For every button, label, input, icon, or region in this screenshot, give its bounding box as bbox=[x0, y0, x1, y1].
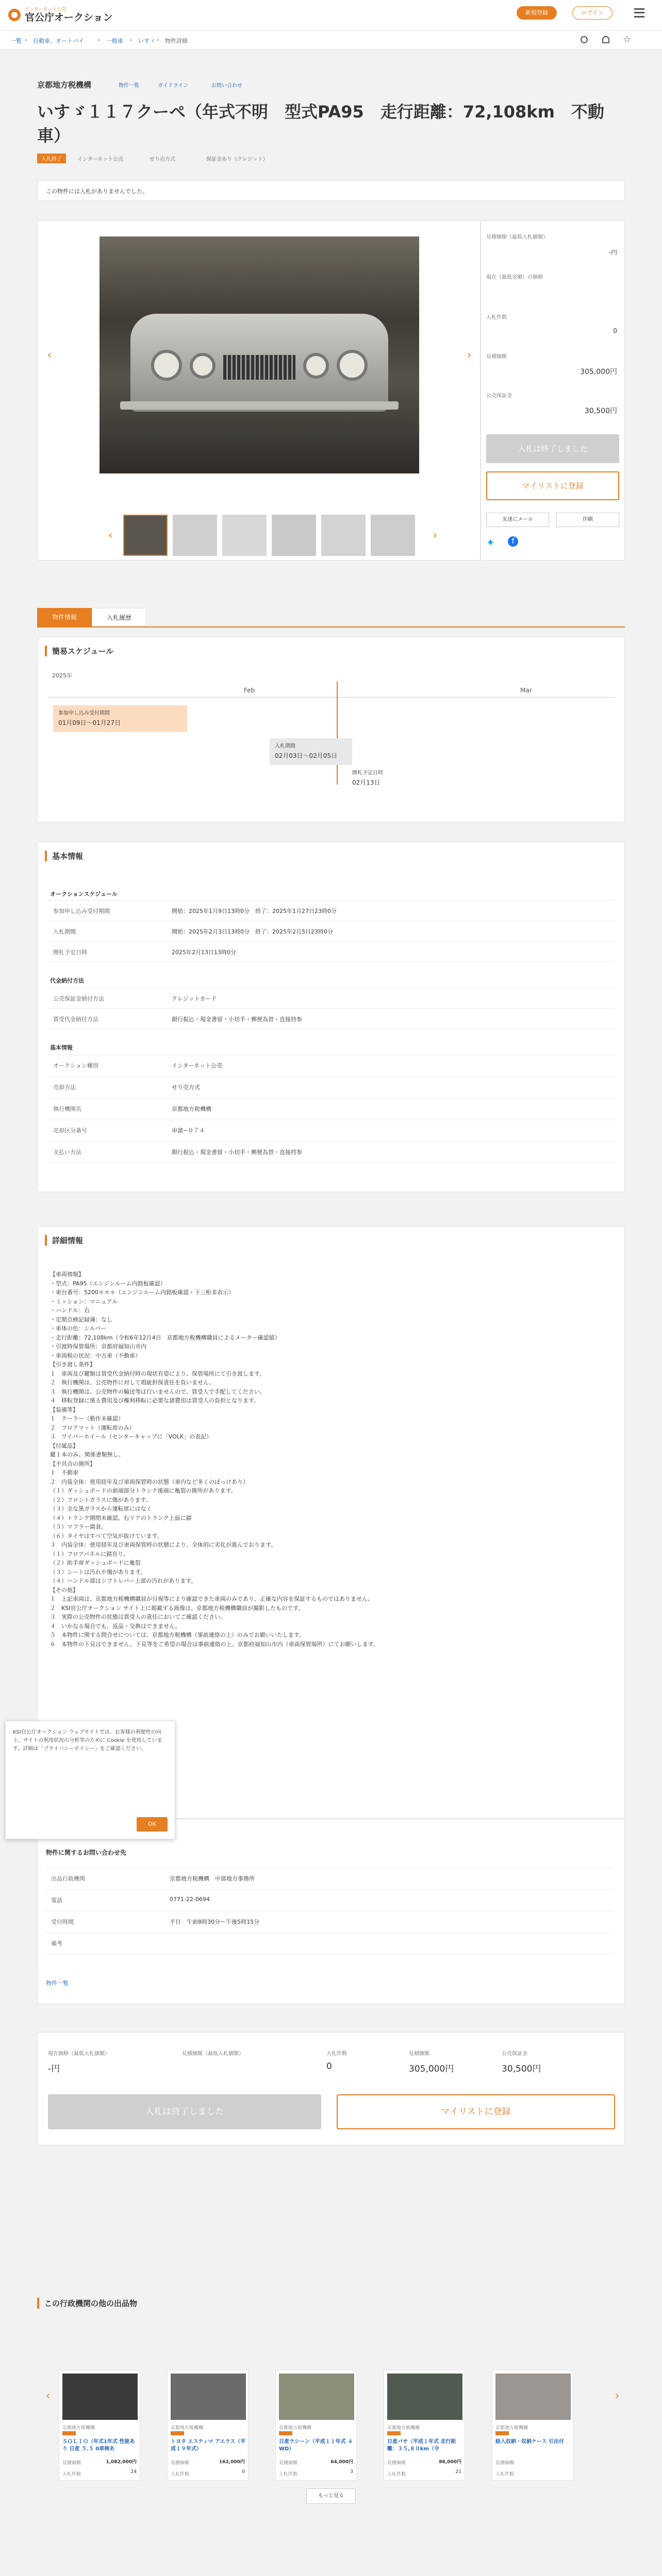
detail-line: ２ フロアマット（運転席のみ） bbox=[50, 1424, 135, 1431]
cookie-text: KSI官公庁オークション ウェブサイトでは、お客様の利便性の向上、サイトの利用状況の分析等のために Cookie を使用しています。詳細は「プライバシーポリシー」をご確認ください。 bbox=[13, 1730, 162, 1752]
product-price-value: 1,082,000円 bbox=[106, 2460, 137, 2465]
product-title[interactable]: ＳＯＬＩＯ（年式1年式 性能あり 日産 ５.５ 0車検あ bbox=[62, 2439, 135, 2452]
org-link-list[interactable]: 物件一覧 bbox=[119, 83, 139, 89]
detail-line: １ クーラー（動作未確認） bbox=[50, 1415, 124, 1422]
product-price-value: 64,000円 bbox=[330, 2460, 353, 2465]
product-price-value: 162,000円 bbox=[219, 2460, 245, 2465]
contact-section bbox=[37, 1819, 625, 2004]
mail-friend-button[interactable]: 友達にメール bbox=[486, 513, 549, 527]
product-bids-label: 入札件数 bbox=[62, 2472, 81, 2477]
site-logo[interactable] bbox=[8, 7, 113, 23]
table-row: 出品行政機関 京都地方税機構 中部地方事務所 bbox=[46, 1868, 613, 1889]
basic-sub-basic: 基本情報 bbox=[50, 1044, 73, 1051]
detail-line: ６ 本物件の下見はできません。下見等をご希望の場合は事前連絡の上、京都府福知山市内（車両保管場所）にてお願いします。 bbox=[50, 1640, 379, 1648]
schedule-event-open: 開札予定日時 02月13日 bbox=[352, 770, 383, 786]
basic-info-section bbox=[37, 842, 625, 1192]
detail-line: 【車両情報】 bbox=[50, 1271, 84, 1278]
star-icon[interactable]: ☆ bbox=[623, 34, 632, 45]
product-card[interactable] bbox=[384, 2370, 465, 2481]
price-note: 現在（最低金額）の価格 bbox=[486, 275, 543, 280]
table-row: 開札予定日時 2025年2月13日13時0分 bbox=[48, 941, 615, 962]
detail-line: （２）フロントガラスに傷があります。 bbox=[50, 1496, 152, 1503]
gallery-prev-arrow[interactable]: ‹ bbox=[47, 349, 52, 362]
cookie-ok-button[interactable]: OK bbox=[137, 1817, 168, 1832]
product-bids-label: 入札件数 bbox=[279, 2472, 298, 2477]
product-price-label: 見積価額 bbox=[495, 2461, 515, 2466]
bottom-start-label: 見積価額（最低入札価額） bbox=[182, 2051, 244, 2057]
detail-line: ・定期点検記録簿：なし bbox=[50, 1316, 112, 1323]
detail-line: ・車体の色：シルバー bbox=[50, 1325, 106, 1332]
other-items-title: この行政機関の他の出品物 bbox=[37, 2298, 137, 2309]
detail-line: （１）ダッシュボードの前端部分トランク後端に亀裂の箇所があります。 bbox=[50, 1487, 237, 1494]
product-title[interactable]: 日産ラシーン（平成１１年式 ４WD） bbox=[279, 2439, 353, 2452]
breadcrumb-3[interactable]: いすゞ bbox=[138, 38, 155, 44]
main-photo[interactable] bbox=[100, 236, 419, 473]
thumb-3[interactable] bbox=[222, 515, 267, 556]
detail-line: （２）助手席ダッシュボードに亀裂 bbox=[50, 1560, 141, 1566]
current-price-value: -円 bbox=[608, 249, 617, 256]
table-row: 備考 bbox=[46, 1933, 613, 1954]
product-bids-value: 24 bbox=[130, 2469, 137, 2475]
table-row: 執行機関名 京都地方税機構 bbox=[48, 1098, 615, 1120]
bottom-mylist-button[interactable]: マイリストに登録 bbox=[337, 2094, 615, 2129]
detail-line: ・型式：PA95（エンジンルーム内銘板確認） bbox=[50, 1280, 166, 1287]
product-image[interactable] bbox=[387, 2374, 462, 2420]
detail-line: ２ KSI官公庁オークション サイト上に掲載する画像は、京都地方税機構職員が撮影したものです。 bbox=[50, 1604, 304, 1612]
thumb-6[interactable] bbox=[371, 515, 415, 556]
schedule-year: 2025年 bbox=[52, 672, 72, 679]
cookie-banner bbox=[5, 1721, 175, 1839]
bottom-bids-label: 入札件数 bbox=[326, 2051, 347, 2057]
contact-title: 物件に関するお問い合わせ先 bbox=[46, 1849, 127, 1856]
schedule-section bbox=[37, 637, 625, 822]
product-badge bbox=[279, 2431, 292, 2435]
tag-internet: インターネット公売 bbox=[77, 157, 124, 162]
product-bids-value: 3 bbox=[350, 2469, 353, 2475]
schedule-month-feb: Feb bbox=[244, 687, 255, 694]
detail-line: ３ 実際の公売物件の状態は買受人の責任においてご確認ください。 bbox=[50, 1614, 226, 1620]
estimate-value: 305,000円 bbox=[580, 368, 617, 376]
mylist-button[interactable]: マイリストに登録 bbox=[486, 471, 619, 500]
detail-line: １ 上記車両は、京都地方税機構職員が目視等により確認できた車両のみであり、正確な内容を保証するものではありません。 bbox=[50, 1596, 374, 1602]
item-title: いすゞ１１７クーペ（年式不明 型式PA95 走行距離：72,108km 不動車） bbox=[37, 102, 604, 145]
org-link-guide[interactable]: ガイドライン bbox=[158, 83, 189, 89]
detail-line: ・車台番号：5200＊＊＊（エンジンルーム内銘板確認・下三桁非表示） bbox=[50, 1289, 235, 1296]
product-org: 京都地方税機構 bbox=[279, 2426, 312, 2431]
detail-line: （４）トランク開閉未確認。右リアのトランク上面に錆 bbox=[50, 1514, 192, 1521]
bottom-current-value: -円 bbox=[48, 2064, 60, 2074]
breadcrumb-2[interactable]: 一般車 bbox=[106, 38, 123, 44]
product-card[interactable] bbox=[275, 2370, 357, 2481]
detail-line: ４ 移転登録に係る費用及び権利移転に必要な諸費用は買受人の負担となります。 bbox=[50, 1397, 260, 1404]
back-to-list-link[interactable]: 物件一覧 bbox=[46, 1980, 69, 1987]
detail-line: （５）マフラー腐食。 bbox=[50, 1523, 107, 1530]
product-image[interactable] bbox=[279, 2374, 354, 2420]
thumb-4[interactable] bbox=[272, 515, 316, 556]
table-row: 参加申し込み受付期間 開始：2025年1月9日13時0分 終了：2025年1月27日23時0分 bbox=[48, 900, 615, 921]
product-bids-label: 入札件数 bbox=[387, 2472, 406, 2477]
detail-body bbox=[50, 1270, 612, 1649]
thumb-2[interactable] bbox=[173, 515, 217, 556]
product-card[interactable] bbox=[59, 2370, 140, 2481]
tab-bid-history[interactable]: 入札履歴 bbox=[92, 608, 146, 626]
twitter-icon[interactable]: ✦ bbox=[486, 536, 495, 549]
start-price-label: 見積価額（最低入札価額） bbox=[486, 234, 548, 240]
facebook-icon[interactable]: f bbox=[508, 536, 518, 547]
product-card[interactable] bbox=[492, 2370, 573, 2481]
other-next-arrow[interactable]: › bbox=[615, 2389, 620, 2402]
price-panel bbox=[481, 221, 625, 561]
detail-line: ４ いかなる場合でも、返品・交換はできません。 bbox=[50, 1622, 181, 1630]
detail-line: ５ 本物件に関する問合せについては、京都地方税機構（事前連絡の上）のみでお願いいたします。 bbox=[50, 1632, 305, 1638]
table-row: 支払い方法 銀行振込・現金書留・小切手・郵便為替・直接持参 bbox=[48, 1141, 615, 1163]
table-row: 売却方法 せり売方式 bbox=[48, 1076, 615, 1098]
site-header bbox=[0, 0, 662, 31]
tab-underline bbox=[37, 626, 625, 628]
no-bid-notice: この物件には入札がありませんでした。 bbox=[37, 180, 625, 201]
bottom-current-label: 現在価格（最低入札価額） bbox=[48, 2051, 110, 2057]
detail-line: 鍵１本のみ。関係書類無し。 bbox=[50, 1451, 124, 1458]
product-badge bbox=[495, 2431, 509, 2435]
login-button[interactable]: ログイン bbox=[572, 6, 613, 20]
menu-icon[interactable] bbox=[634, 8, 644, 18]
detail-line: 【装備等】 bbox=[50, 1406, 78, 1413]
org-name[interactable]: 京都地方税機構 bbox=[37, 80, 92, 90]
bottom-bid-ended-button[interactable]: 入札は終了しました bbox=[48, 2094, 321, 2129]
product-image[interactable] bbox=[171, 2374, 246, 2420]
bottom-deposit-value: 30,500円 bbox=[502, 2064, 541, 2074]
product-badge bbox=[62, 2431, 76, 2435]
detail-line: ・走行距離：72,108km（令和6年12月4日 京都地方税機構職員によるメーター確認値） bbox=[50, 1334, 280, 1341]
basic-sub-payment: 代金納付方法 bbox=[50, 977, 84, 984]
detail-line: （３）シートは汚れや傷があります。 bbox=[50, 1568, 146, 1575]
gallery-next-arrow[interactable]: › bbox=[467, 349, 472, 362]
detail-line: （３）全な黒ガラスから運転席にはなく bbox=[50, 1505, 152, 1512]
bids-value: 0 bbox=[613, 327, 617, 334]
table-row: 売却区分番号 申請−０７４ bbox=[48, 1120, 615, 1141]
product-price-label: 見積価額 bbox=[62, 2461, 81, 2466]
detail-line: ３ ワイパーホイール（センターキャップに「VOLK」の表記） bbox=[50, 1433, 212, 1440]
breadcrumb-1[interactable]: 自動車、オートバイ bbox=[33, 38, 84, 44]
product-bids-value: 0 bbox=[242, 2469, 245, 2475]
table-row: オークション種別 インターネット公売 bbox=[48, 1055, 615, 1076]
logo-icon bbox=[8, 9, 21, 21]
logo-text: 官公庁オークション bbox=[25, 12, 113, 23]
thumb-1[interactable] bbox=[123, 515, 168, 556]
product-image[interactable] bbox=[62, 2374, 138, 2420]
status-badge: 入札終了 bbox=[37, 154, 66, 163]
product-org: 京都地方税機構 bbox=[62, 2426, 95, 2431]
product-badge bbox=[171, 2431, 184, 2435]
print-button[interactable]: 印刷 bbox=[556, 513, 619, 527]
detail-line: １ 車両及び鍵類は買受代金納付時の現状有姿により、保管場所にて引き渡します。 bbox=[50, 1370, 266, 1377]
schedule-event-bid: 入札期間 02月03日～02月05日 bbox=[270, 738, 352, 765]
detail-line: ３ 内装全体：使用経年及び車両保管時の状態により、全体的に劣化が進んでおります。 bbox=[50, 1541, 277, 1548]
product-badge bbox=[387, 2431, 401, 2435]
product-title[interactable]: 日産バサ（平成１年式 走行距離：３５,８０km（令 bbox=[387, 2439, 456, 2452]
product-card[interactable] bbox=[167, 2370, 249, 2481]
estimate-label: 見積価額 bbox=[486, 354, 507, 360]
deposit-value: 30,500円 bbox=[585, 407, 617, 415]
product-bids-label: 入札件数 bbox=[495, 2472, 515, 2477]
breadcrumb: 一覧 › 自動車、オートバイ › 一般車 › いすゞ › 物件詳細 bbox=[0, 31, 662, 49]
basic-sub-schedule: オークションスケジュール bbox=[50, 891, 118, 897]
basic-title: 基本情報 bbox=[45, 851, 83, 861]
bottom-estimate-label: 見積価額 bbox=[409, 2051, 429, 2057]
register-button[interactable]: 新規登録 bbox=[517, 6, 557, 20]
product-price-label: 見積価額 bbox=[387, 2461, 406, 2466]
thumb-next-arrow[interactable]: › bbox=[433, 529, 438, 542]
table-row: 電話 0771-22-0694 bbox=[46, 1889, 613, 1911]
detail-line: ２ 内装全体：使用経年及び車両保管時の状態（車内など多くのぼっけあり） bbox=[50, 1478, 249, 1485]
detail-line: 【不具合の箇所】 bbox=[50, 1460, 95, 1467]
detail-line: ・引渡時保管場所：京都府福知山市内 bbox=[50, 1343, 146, 1350]
schedule-event-apply: 参加申し込み受付期間 01月09日～01月27日 bbox=[53, 705, 187, 732]
table-row: 受付時間 平日 午前8時30分〜午後5時15分 bbox=[46, 1911, 613, 1933]
product-org: 京都地方税機構 bbox=[387, 2426, 420, 2431]
deposit-label: 公売保証金 bbox=[486, 393, 512, 399]
bids-label: 入札件数 bbox=[486, 315, 507, 320]
tag-deposit: 保証金あり（クレジット） bbox=[206, 157, 268, 162]
product-price-label: 見積価額 bbox=[171, 2461, 190, 2466]
product-bids-label: 入札件数 bbox=[171, 2472, 190, 2477]
detail-line: ・ミッション：マニュアル bbox=[50, 1298, 118, 1305]
breadcrumb-4: 物件詳細 bbox=[165, 38, 188, 44]
table-row: 買受代金納付方法 銀行振込・現金書留・小切手・郵便為替・直接持参 bbox=[48, 1008, 615, 1029]
product-org: 京都地方税機構 bbox=[495, 2426, 528, 2431]
product-image[interactable] bbox=[495, 2374, 571, 2420]
bottom-deposit-label: 公売保証金 bbox=[502, 2051, 527, 2057]
detail-line: ・ハンドル：右 bbox=[50, 1307, 90, 1314]
bid-ended-button[interactable]: 入札は終了しました bbox=[486, 434, 619, 463]
product-title[interactable]: 絵入収納・収納ケース 引出付 bbox=[495, 2439, 564, 2445]
detail-line: （４）ハンドル部はシフトレバー上部の汚れがあります。 bbox=[50, 1578, 197, 1584]
schedule-month-mar: Mar bbox=[520, 687, 532, 694]
thumb-prev-arrow[interactable]: ‹ bbox=[108, 529, 113, 542]
product-title[interactable]: トヨタ エスティマ アエラス（平成１９年式） bbox=[171, 2439, 246, 2452]
detail-title: 詳細情報 bbox=[45, 1235, 83, 1246]
breadcrumb-0[interactable]: 一覧 bbox=[10, 38, 22, 44]
product-bids-value: 21 bbox=[455, 2469, 461, 2475]
other-prev-arrow[interactable]: ‹ bbox=[45, 2389, 51, 2402]
detail-line: ・車両税の状況：中古車（不動車） bbox=[50, 1352, 141, 1359]
detail-line: 【付属品】 bbox=[50, 1442, 78, 1449]
table-row: 公売保証金納付方法 クレジットカード bbox=[48, 988, 615, 1008]
product-price-value: 86,000円 bbox=[439, 2460, 461, 2465]
search-icon[interactable] bbox=[581, 36, 588, 43]
bottom-price-bar bbox=[37, 2032, 625, 2145]
detail-line: （１）フロアパネルに錆有り。 bbox=[50, 1550, 129, 1557]
schedule-title: 簡易スケジュール bbox=[45, 646, 113, 656]
bottom-bids-value: 0 bbox=[326, 2061, 332, 2072]
logo-sub: インターネット公売 bbox=[25, 7, 67, 12]
detail-line: 【その他】 bbox=[50, 1586, 78, 1594]
user-icon[interactable] bbox=[602, 36, 609, 43]
product-org: 京都地方税機構 bbox=[171, 2426, 204, 2431]
table-row: 入札期間 開始：2025年2月3日13時0分 終了：2025年2月5日23時0分 bbox=[48, 921, 615, 941]
detail-line: （６）タイヤはすべて空気が抜けています。 bbox=[50, 1532, 163, 1539]
tag-method: せり売方式 bbox=[150, 157, 175, 162]
tab-item-info[interactable]: 物件情報 bbox=[37, 608, 92, 626]
other-more-button[interactable]: もっと見る bbox=[306, 2488, 356, 2504]
detail-line: ２ 執行機関は、公売物件に対して瑕疵担保責任を負いません。 bbox=[50, 1379, 215, 1386]
bottom-estimate-value: 305,000円 bbox=[409, 2064, 454, 2074]
product-price-label: 見積価額 bbox=[279, 2461, 298, 2466]
detail-line: １ 不動車 bbox=[50, 1469, 78, 1476]
thumb-5[interactable] bbox=[321, 515, 366, 556]
detail-line: 【引き渡し条件】 bbox=[50, 1361, 95, 1368]
org-link-contact[interactable]: お問い合わせ bbox=[211, 83, 242, 89]
gallery-panel bbox=[37, 221, 481, 561]
detail-line: ３ 執行機関は、公売物件の輸送等は行いませんので、買受人で手配してください。 bbox=[50, 1388, 266, 1395]
